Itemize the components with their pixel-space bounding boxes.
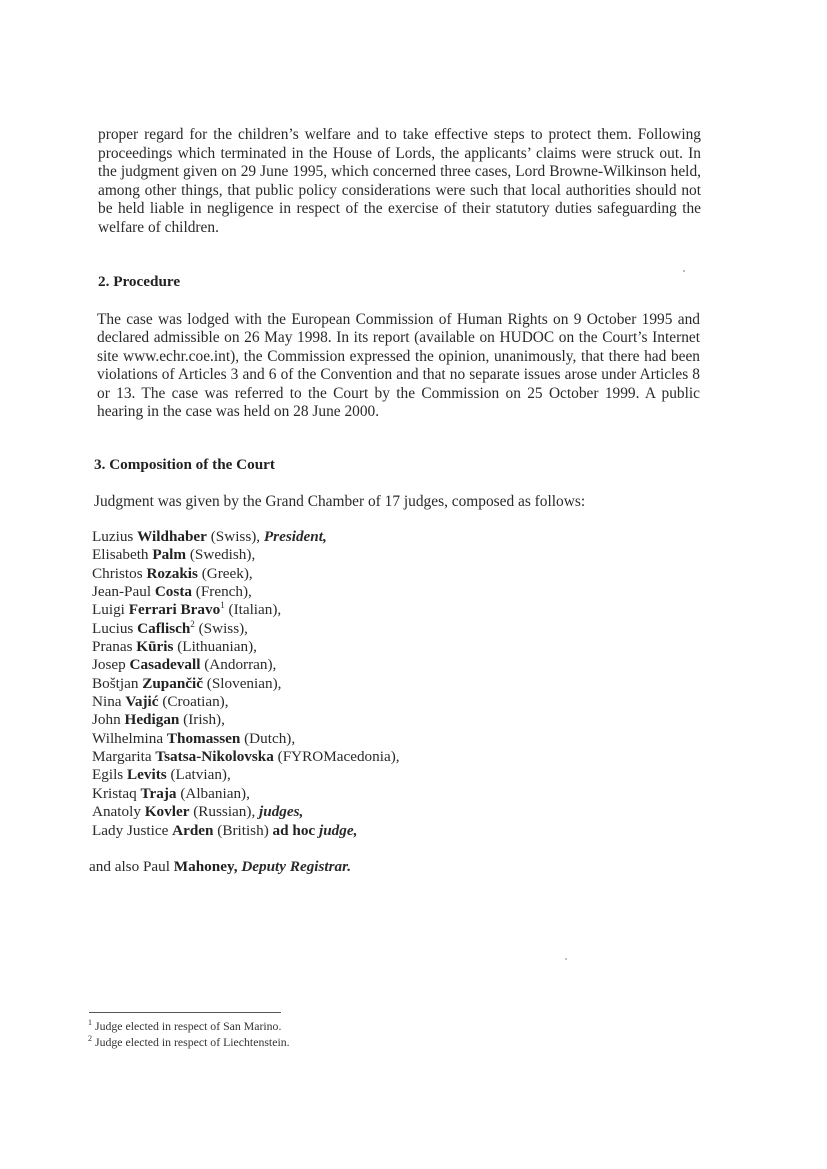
footnote-number: 2 <box>88 1034 92 1044</box>
composition-intro: Judgment was given by the Grand Chamber of 17 judges, composed as follows: <box>94 493 586 510</box>
judge-surname: Zupančič <box>142 674 203 692</box>
judge-surname: Tsatsa-Nikolovska <box>155 748 274 766</box>
footnotes <box>88 1018 290 1050</box>
footnote-separator <box>89 1012 281 1013</box>
judge-nationality: (Slovenian), <box>206 674 282 692</box>
judge-surname: Costa <box>154 583 192 601</box>
judge-line: Nina Vajić (Croatian), <box>92 693 229 711</box>
registrar-prefix: and also Paul <box>89 858 170 875</box>
judge-line: Luzius Wildhaber (Swiss), President, <box>92 528 327 545</box>
judge-nationality: (Lithuanian), <box>177 638 257 656</box>
judge-nationality: (Albanian), <box>180 784 250 802</box>
judge-line: Jean-Paul Costa (French), <box>92 583 252 601</box>
footnote-ref: 1 <box>220 600 225 611</box>
judge-line: Pranas Kūris (Lithuanian), <box>92 638 257 656</box>
judge-line: Luigi Ferrari Bravo$^1$ (Italian), <box>92 600 282 619</box>
judge-line: Anatoly Kovler (Russian), judges, <box>92 803 304 821</box>
judge-nationality: (Swiss), <box>198 619 248 637</box>
judge-nationality: (Italian), <box>228 601 282 619</box>
judges-list <box>92 528 400 840</box>
judge-nationality: (Irish), <box>183 711 225 729</box>
judge-role: President, <box>263 528 327 545</box>
judge-surname: Rozakis <box>146 564 198 582</box>
registrar-line <box>89 858 351 876</box>
judge-nationality: (Croatian), <box>162 693 229 711</box>
judge-nationality: (Latvian), <box>170 766 231 784</box>
judge-surname: Levits <box>127 766 167 784</box>
judge-line: John Hedigan (Irish), <box>92 711 225 729</box>
judge-nationality: (Swiss), <box>210 528 261 545</box>
judge-line: Egils Levits (Latvian), <box>92 766 231 784</box>
judge-nationality: (French), <box>195 583 252 601</box>
composition-heading: 3. Composition of the Court <box>94 456 275 473</box>
judge-role: judges, <box>259 803 304 821</box>
judge-line: Margarita Tsatsa-Nikolovska (FYROMacedonia), <box>92 748 400 766</box>
scan-speck <box>683 270 685 272</box>
judge-nationality: (Swedish), <box>189 546 256 564</box>
judge-surname: Casadevall <box>129 656 201 674</box>
judge-surname: Traja <box>140 784 177 802</box>
judge-surname: Palm <box>152 546 187 564</box>
judge-nationality: (Andorran), <box>204 656 277 674</box>
judge-surname: Kovler <box>144 803 190 821</box>
footnote-item <box>88 1018 290 1034</box>
scan-speck <box>565 958 567 960</box>
procedure-paragraph: The case was lodged with the European Commission of Human Rights on 9 October 1995 and declared admissible on 26 May 1998. In its report (available on HUDOC on the Court’s Internet site www.echr.coe.int), the Commission expressed the opinion, unanimously, that there had been violations of Articles 3 and 6 of the Convention and that no separate issues arose under Articles 8 or 13. The case was referred to the Court by the Commission on 25 October 1999. A public hearing in the case was held on 28 June 2000. <box>97 311 700 421</box>
footnote-item <box>88 1034 290 1050</box>
judge-line: Wilhelmina Thomassen (Dutch), <box>92 729 296 747</box>
judge-line: Boštjan Zupančič (Slovenian), <box>92 674 282 692</box>
judge-surname: Vajić <box>125 693 159 711</box>
judge-line: Lucius Caflisch$^2$ (Swiss), <box>92 618 248 637</box>
judge-line: Christos Rozakis (Greek), <box>92 564 253 582</box>
intro-paragraph: proper regard for the children’s welfare and to take effective steps to protect them. Following proceedings which terminated in the House of Lords, the applicants’ claims were struck out. In the judgment given on 29 June 1995, which concerned three cases, Lord Browne-Wilkinson held, among other things, that public policy considerations were such that local authorities should not be held liable in negligence in respect of the exercise of their statutory duties safeguarding the welfare of children. <box>98 126 701 236</box>
registrar-name: Mahoney, <box>173 858 238 875</box>
judge-surname: Thomassen <box>166 729 241 747</box>
judge-surname: Caflisch <box>137 619 191 637</box>
judge-nationality: (FYROMacedonia), <box>277 748 400 766</box>
judge-nationality: (Russian), <box>193 803 256 821</box>
judge-surname: Arden <box>172 821 214 839</box>
judge-surname: Hedigan <box>124 711 180 729</box>
judge-surname: Wildhaber <box>137 528 207 545</box>
procedure-heading: 2. Procedure <box>98 273 181 290</box>
judge-line: Lady Justice Arden (British) ad hoc judge, <box>92 821 358 839</box>
footnote-ref: 2 <box>190 618 195 629</box>
judge-nationality: (British) <box>217 821 269 839</box>
judge-line: Josep Casadevall (Andorran), <box>92 656 277 674</box>
judge-line: Elisabeth Palm (Swedish), <box>92 546 256 564</box>
judge-surname: Ferrari Bravo <box>128 601 221 619</box>
judge-surname: Kūris <box>136 638 174 656</box>
judge-role: judge, <box>318 821 358 839</box>
judge-line: Kristaq Traja (Albanian), <box>92 784 250 802</box>
footnote-number: 1 <box>88 1018 92 1028</box>
judge-nationality: (Greek), <box>201 564 253 582</box>
footnote-text: Judge elected in respect of San Marino. <box>95 1019 282 1033</box>
judge-nationality: (Dutch), <box>244 729 296 747</box>
footnote-text: Judge elected in respect of Liechtenstein. <box>95 1035 290 1049</box>
registrar-role: Deputy Registrar. <box>241 858 352 875</box>
ad-hoc-label: ad hoc <box>272 821 316 839</box>
